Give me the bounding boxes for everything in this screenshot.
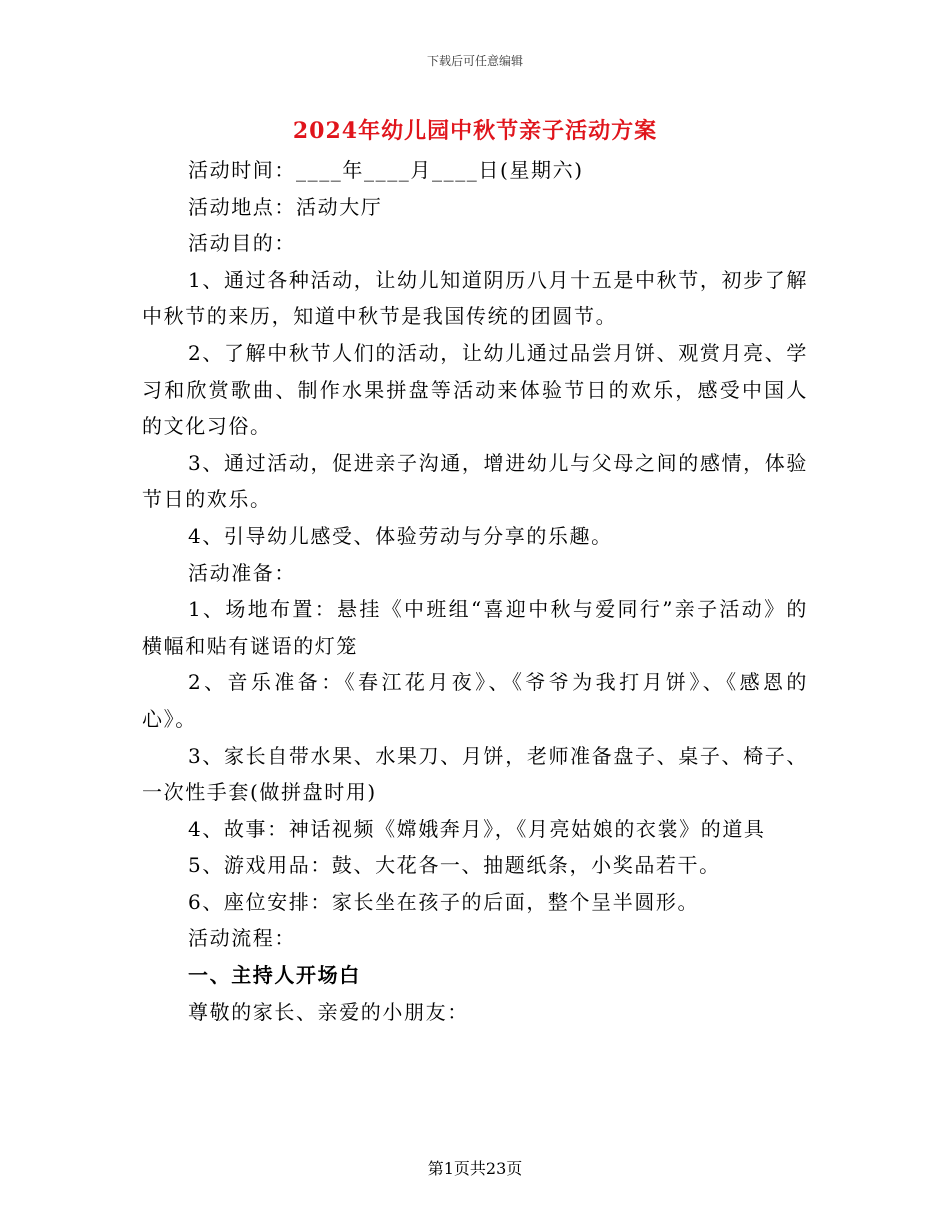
preparation-item-2: 2、音乐准备：《春江花月夜》、《爷爷为我打月饼》、《感恩的心》。 — [142, 670, 808, 731]
goal-item-3: 3、通过活动，促进亲子沟通，增进幼儿与父母之间的感情，体验节日的欢乐。 — [142, 450, 808, 512]
preparation-item-3: 3、家长自带水果、水果刀、月饼，老师准备盘子、桌子、椅子、一次性手套(做拼盘时用) — [142, 743, 808, 805]
header-note: 下载后可任意编辑 — [426, 54, 523, 68]
activity-time: 活动时间：____年____月____日(星期六) — [188, 158, 584, 182]
preparation-item-6: 6、座位安排：家长坐在孩子的后面，整个呈半圆形。 — [188, 889, 700, 914]
section-heading-opening: 一、主持人开场白 — [188, 963, 361, 988]
page-footer: 第1页共23页 — [427, 1159, 523, 1178]
activity-goals-heading: 活动目的： — [188, 231, 296, 256]
document-title: 2024年幼儿园中秋节亲子活动方案 — [292, 118, 658, 144]
preparation-item-4: 4、故事：神话视频《嫦娥奔月》，《月亮姑娘的衣裳》的道具 — [188, 816, 766, 841]
goal-item-2: 2、了解中秋节人们的活动，让幼儿通过品尝月饼、观赏月亮、学习和欣赏歌曲、制作水果拼盘等活动来体验节日的欢乐，感受中国人的文化习俗。 — [142, 340, 808, 439]
activity-preparation-heading: 活动准备： — [188, 560, 296, 585]
goal-item-1: 1、通过各种活动，让幼儿知道阴历八月十五是中秋节，初步了解中秋节的来历，知道中秋节是我国传统的团圆节。 — [142, 267, 808, 329]
greeting-line: 尊敬的家长、亲爱的小朋友： — [188, 999, 469, 1024]
document-body — [142, 152, 808, 1030]
activity-process-heading: 活动流程： — [188, 926, 296, 951]
activity-location: 活动地点：活动大厅 — [188, 194, 383, 219]
goal-item-4: 4、引导幼儿感受、体验劳动与分享的乐趣。 — [188, 523, 613, 548]
preparation-item-5: 5、游戏用品：鼓、大花各一、抽题纸条，小奖品若干。 — [188, 853, 721, 878]
preparation-item-1: 1、场地布置：悬挂《中班组“喜迎中秋与爱同行”亲子活动》的横幅和贴有谜语的灯笼 — [142, 597, 808, 658]
